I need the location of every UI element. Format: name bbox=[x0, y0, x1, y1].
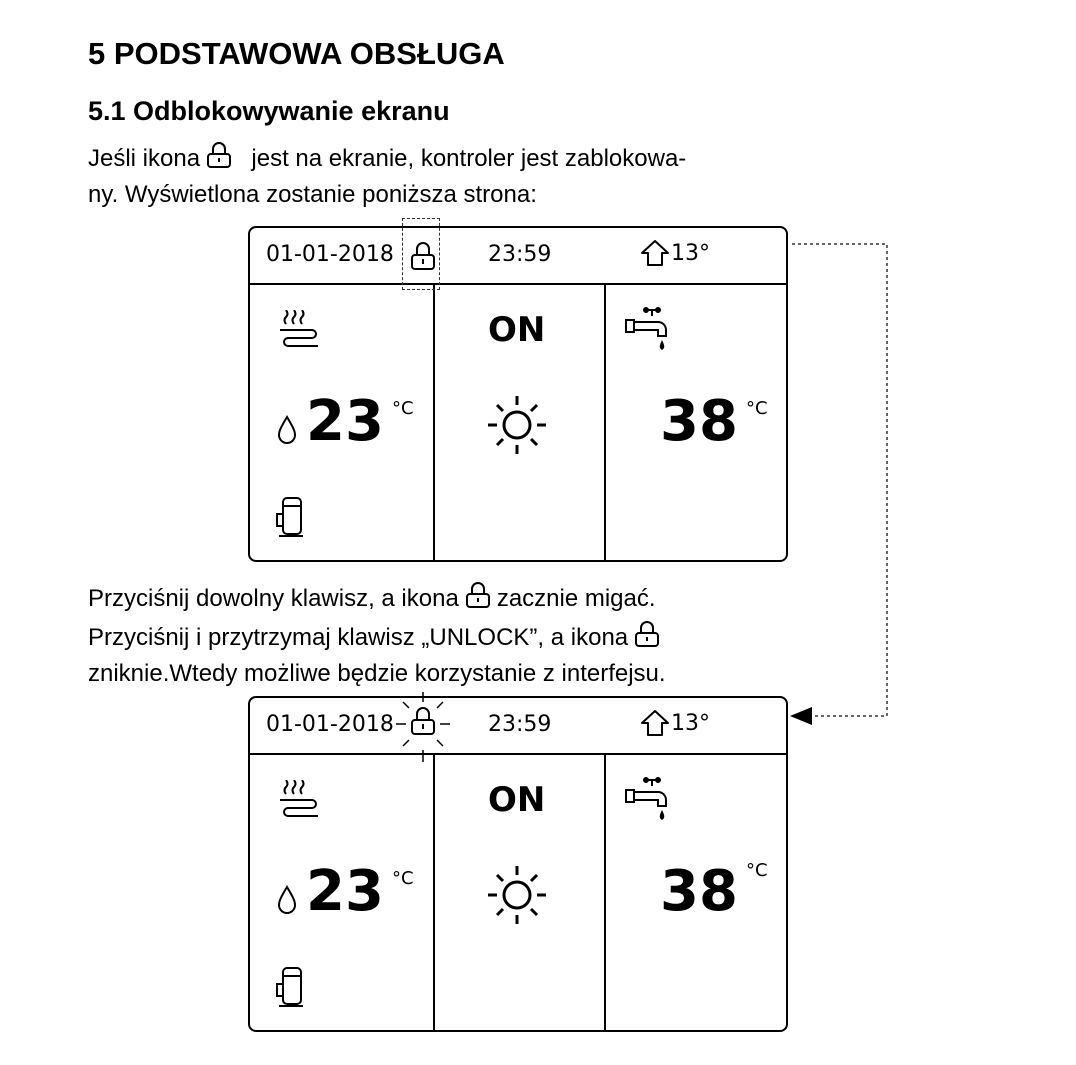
room-temp: 23 bbox=[306, 389, 384, 454]
instructions-paragraph bbox=[88, 580, 788, 690]
instr-word-ikona: ikona bbox=[570, 624, 629, 651]
status-on: ON bbox=[488, 780, 546, 820]
time: 23:59 bbox=[488, 712, 552, 737]
divider bbox=[604, 753, 606, 1030]
heating-icon bbox=[278, 780, 322, 824]
outdoor-temp bbox=[640, 708, 710, 738]
heating-icon bbox=[278, 310, 322, 354]
lock-icon bbox=[204, 140, 234, 179]
lock-highlight-box bbox=[402, 218, 440, 290]
room-temp-unit: °C bbox=[392, 868, 414, 889]
controller-screen-locked bbox=[248, 226, 788, 562]
sun-icon bbox=[484, 864, 550, 930]
status-on: ON bbox=[488, 310, 546, 350]
divider bbox=[433, 283, 435, 560]
instr-text-2: zacznie migać. bbox=[496, 585, 656, 612]
water-temp: 38 bbox=[660, 389, 738, 454]
lock-icon-blinking bbox=[396, 692, 450, 766]
instr-word: a bbox=[550, 624, 565, 651]
instr-word: „UNLOCK”, bbox=[421, 624, 545, 651]
sun-icon bbox=[484, 394, 550, 460]
outdoor-temp-value: 13° bbox=[671, 240, 710, 266]
intro-text-3: ny. Wyświetlona zostanie poniższa strona: bbox=[88, 181, 537, 208]
subsection-heading: 5.1 Odblokowywanie ekranu bbox=[88, 96, 450, 126]
controller-screen-unlocking bbox=[248, 696, 788, 1032]
intro-text-2: jest na ekranie, kontroler jest zablokowa- bbox=[251, 145, 687, 172]
tank-icon bbox=[274, 494, 304, 542]
instr-word: Przyciśnij bbox=[88, 624, 190, 651]
lock-icon bbox=[463, 580, 493, 619]
room-temp: 23 bbox=[306, 859, 384, 924]
status-bar bbox=[250, 228, 786, 285]
water-temp-unit: °C bbox=[746, 398, 768, 419]
water-temp-unit: °C bbox=[746, 860, 768, 881]
section-heading: 5 PODSTAWOWA OBSŁUGA bbox=[88, 36, 505, 71]
outdoor-temp bbox=[640, 238, 710, 268]
tap-icon bbox=[624, 776, 674, 832]
home-icon bbox=[640, 708, 670, 738]
tank-icon bbox=[274, 964, 304, 1012]
outdoor-temp-value: 13° bbox=[671, 710, 710, 736]
instr-text-1: Przyciśnij dowolny klawisz, a ikona bbox=[88, 585, 459, 612]
instr-word: przytrzymaj bbox=[208, 624, 331, 651]
intro-paragraph bbox=[88, 140, 686, 211]
water-temp: 38 bbox=[660, 859, 738, 924]
instr-word: i bbox=[196, 624, 202, 651]
instr-line-2 bbox=[88, 619, 788, 658]
home-icon bbox=[640, 238, 670, 268]
divider bbox=[433, 753, 435, 1030]
instr-word: klawisz bbox=[337, 624, 415, 651]
intro-text-1: Jeśli ikona bbox=[88, 145, 201, 172]
date: 01-01-2018 bbox=[266, 242, 394, 267]
divider bbox=[604, 283, 606, 560]
tap-icon bbox=[624, 306, 674, 362]
water-drop-icon bbox=[276, 884, 298, 918]
instr-text-3: zniknie.Wtedy możliwe będzie korzystanie z interfejsu. bbox=[88, 660, 666, 687]
status-bar bbox=[250, 698, 786, 755]
lock-icon bbox=[632, 619, 662, 658]
water-drop-icon bbox=[276, 414, 298, 448]
date: 01-01-2018 bbox=[266, 712, 394, 737]
time: 23:59 bbox=[488, 242, 552, 267]
instr-word bbox=[571, 624, 662, 651]
room-temp-unit: °C bbox=[392, 398, 414, 419]
